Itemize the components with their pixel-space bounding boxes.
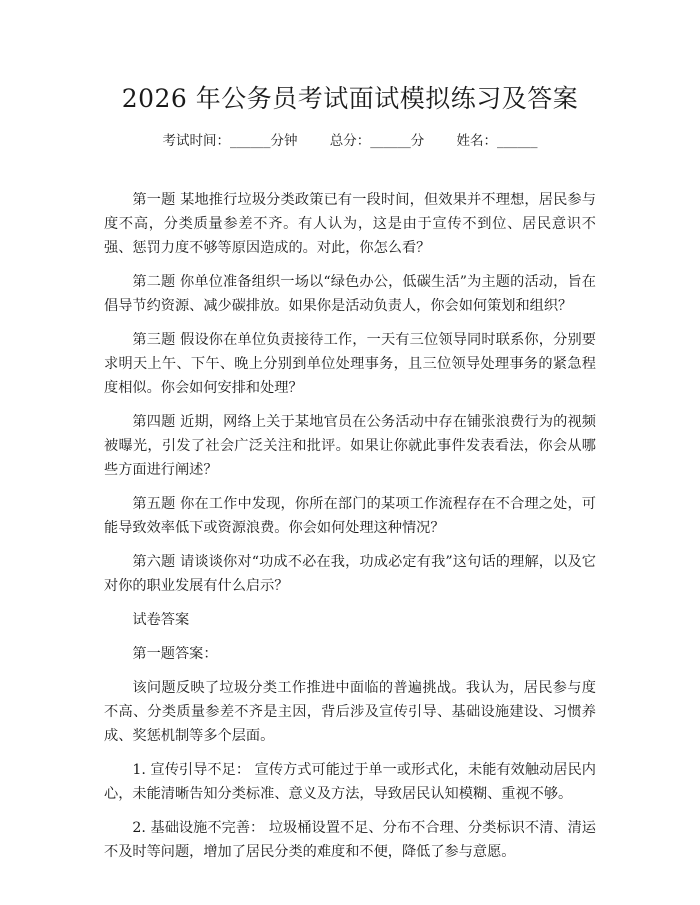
question-2: 第二题 你单位准备组织一场以“绿色办公，低碳生活”为主题的活动，旨在倡导节约资源、减少碳排放。如果你是活动负责人，你会如何策划和组织？: [104, 274, 596, 314]
candidate-name-field: 姓名：______: [456, 133, 538, 149]
question-5: 第五题 你在工作中发现，你所在部门的某项工作流程存在不合理之处，可能导致效率低下或资源浪费。你会如何处理这种情况？: [104, 496, 596, 536]
question-3: 第三题 假设你在单位负责接待工作，一天有三位领导同时联系你，分别要求明天上午、下午、晚上分别到单位处理事务，且三位领导处理事务的紧急程度相似。你会如何安排和处理？: [104, 332, 596, 396]
exam-meta-line: [0, 130, 700, 152]
page-title: 2026 年公务员考试面试模拟练习及答案: [121, 84, 579, 113]
exam-time-field: 考试时间：______分钟: [162, 133, 298, 149]
question-4: 第四题 近期，网络上关于某地官员在公务活动中存在铺张浪费行为的视频被曝光，引发了社会广泛关注和批评。如果让你就此事件发表看法，你会从哪些方面进行阐述？: [104, 414, 596, 478]
question-1: 第一题 某地推行垃圾分类政策已有一段时间，但效果并不理想，居民参与度不高，分类质量参差不齐。有人认为，这是由于宣传不到位、居民意识不强、惩罚力度不够等原因造成的。对此，你怎么看？: [104, 192, 596, 256]
answer-1-heading: 第一题答案：: [132, 646, 218, 662]
answer-1-point-1: 1. 宣传引导不足： 宣传方式可能过于单一或形式化，未能有效触动居民内心，未能清晰告知分类标准、意义及方法，导致居民认知模糊、重视不够。: [104, 762, 596, 802]
question-6: 第六题 请谈谈你对“功成不必在我，功成必定有我”这句话的理解，以及它对你的职业发展有什么启示？: [104, 554, 596, 594]
answers-heading: 试卷答案: [132, 612, 190, 628]
document-body: [104, 188, 596, 874]
answer-1-intro: 该问题反映了垃圾分类工作推进中面临的普遍挑战。我认为，居民参与度不高、分类质量参差不齐是主因，背后涉及宣传引导、基础设施建设、习惯养成、奖惩机制等多个层面。: [104, 680, 596, 744]
total-score-field: 总分：______分: [329, 133, 425, 149]
answer-1-point-2: 2. 基础设施不完善： 垃圾桶设置不足、分布不合理、分类标识不清、清运不及时等问题，增加了居民分类的难度和不便，降低了参与意愿。: [104, 820, 596, 860]
